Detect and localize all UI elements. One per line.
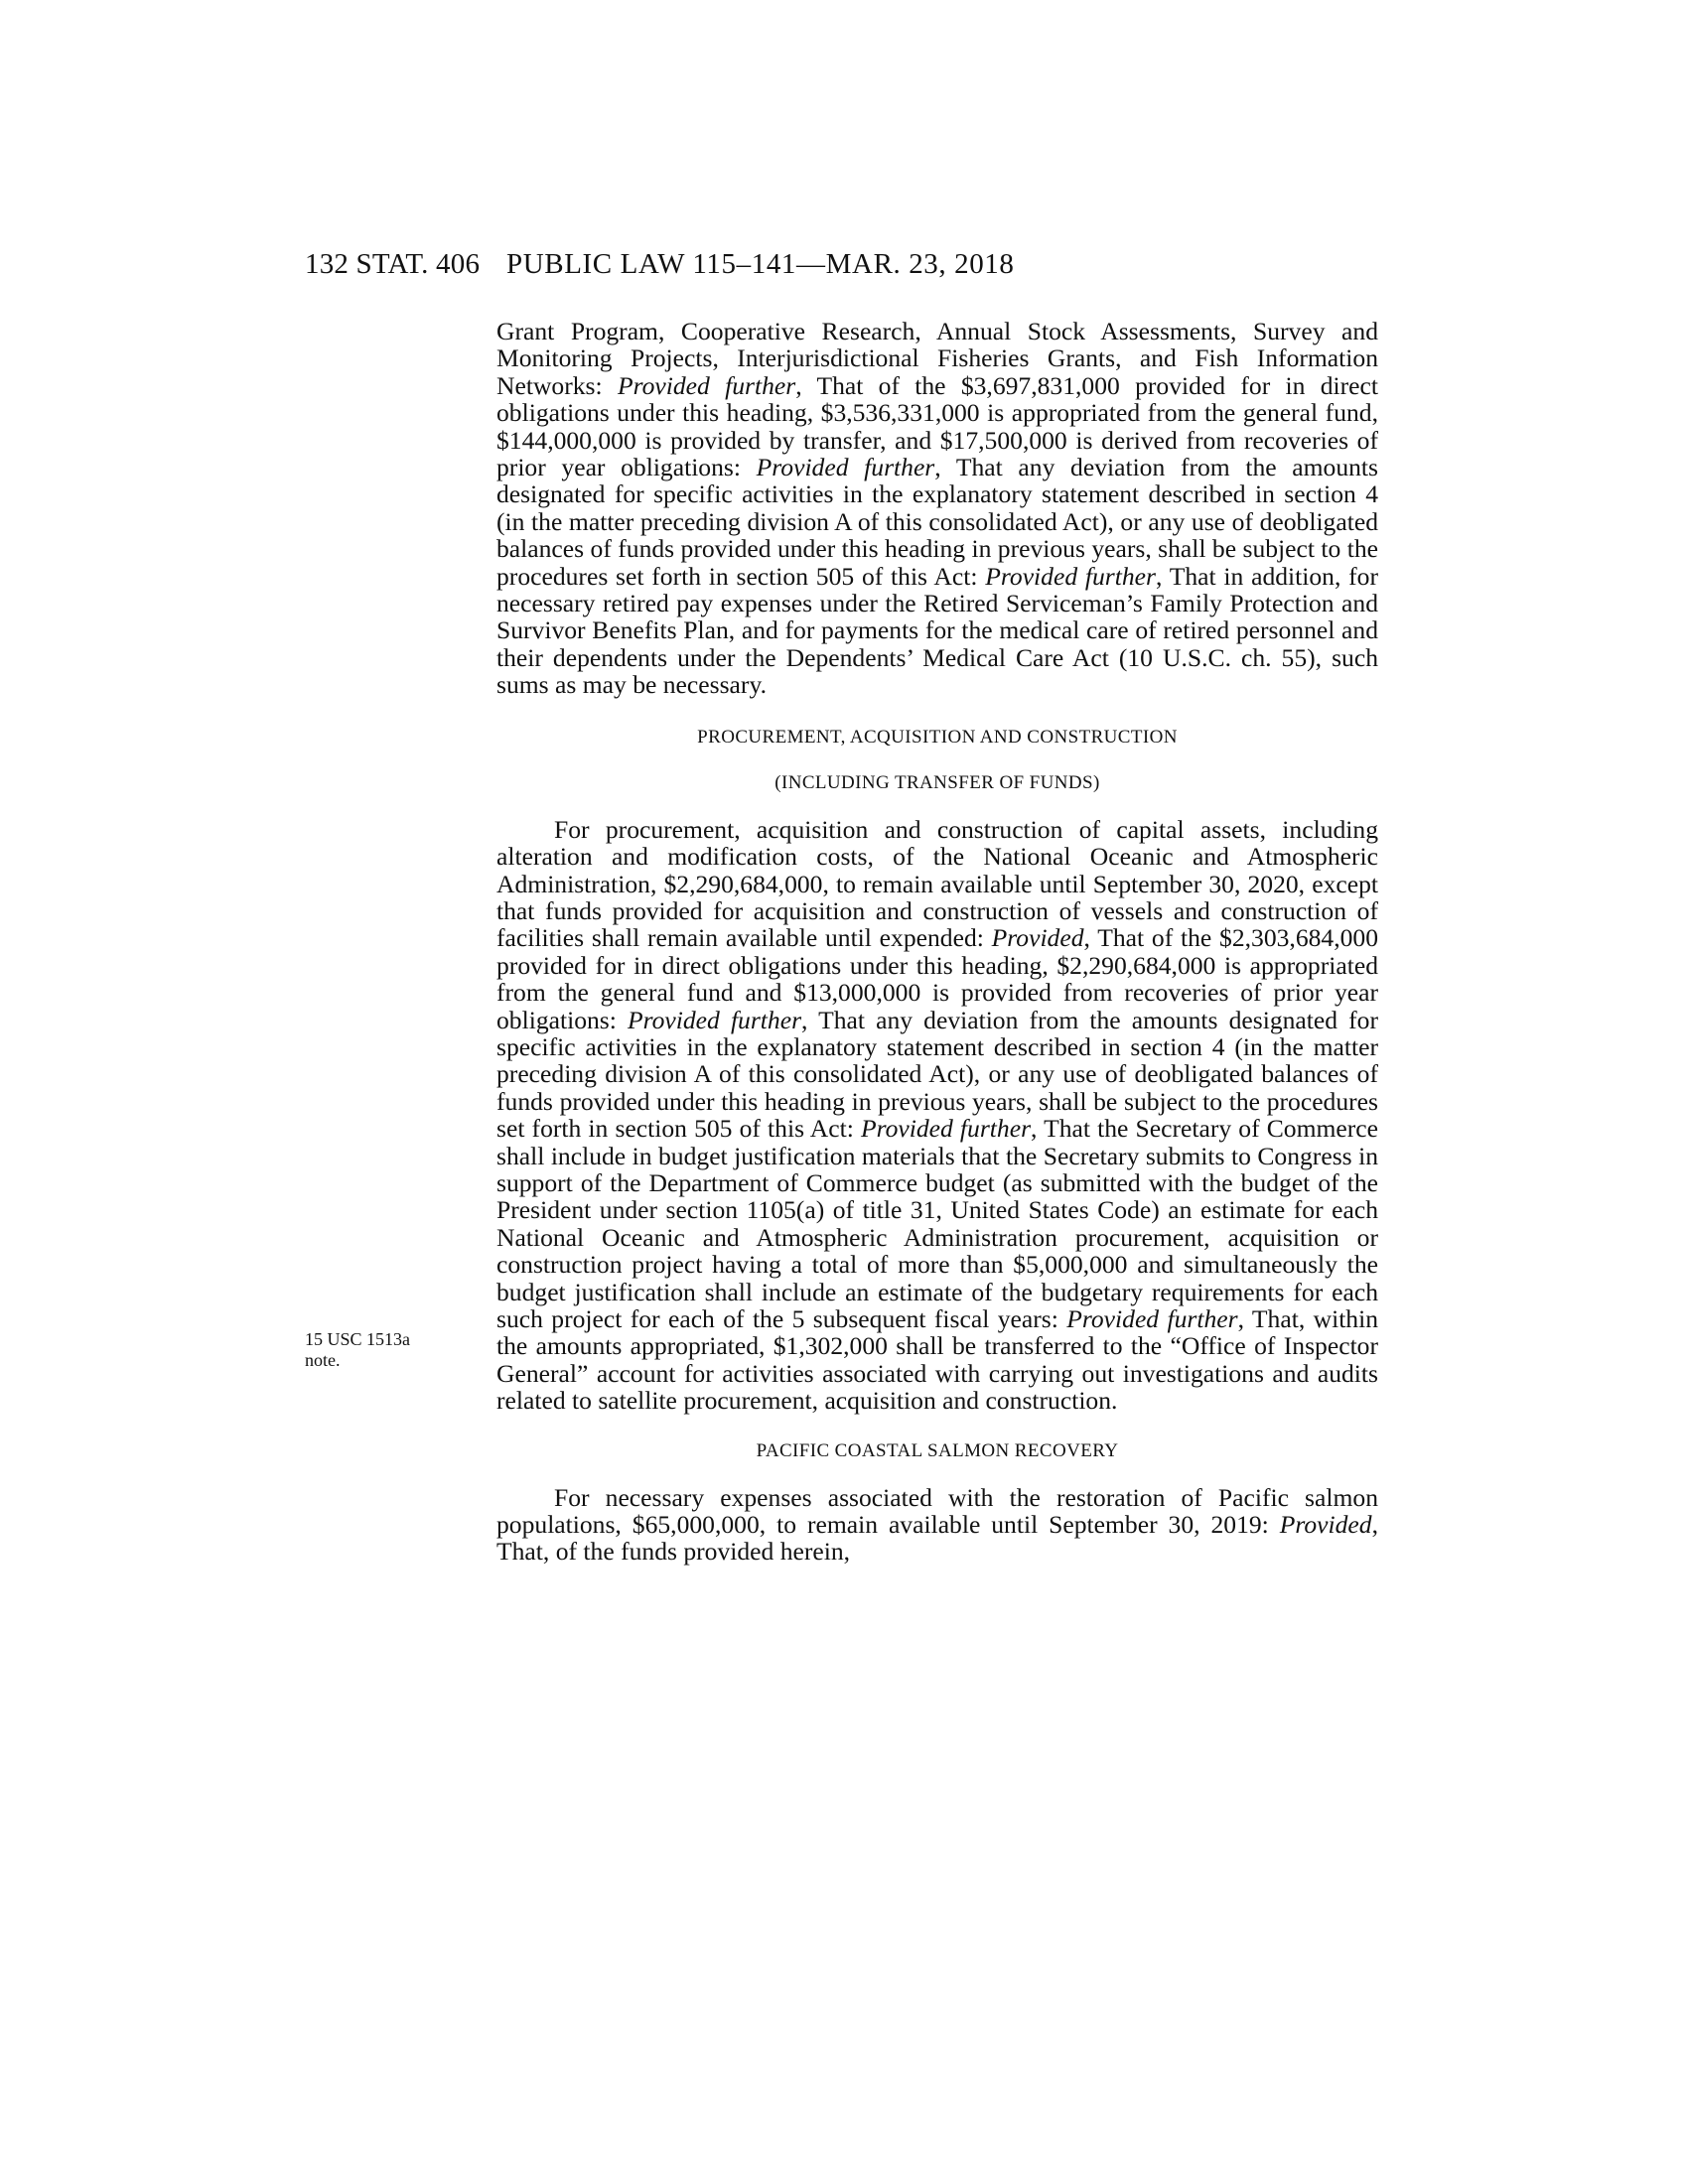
section-heading-procurement: PROCUREMENT, ACQUISITION AND CONSTRUCTION	[697, 726, 1178, 748]
text-run: , That, of the funds provided herein,	[496, 1510, 1378, 1567]
italic-run: Provided further	[860, 1114, 1032, 1144]
italic-run: Provided	[991, 923, 1084, 953]
procurement-paragraph	[496, 816, 1378, 1415]
text-run: , That in addition, for necessary retired pay expenses under the Retired Serviceman’s Family Protection and Survivor Benefits Plan, and for payments for the medical care of retired personnel and their dependents under the Dependents’ Medical Care Act (10 U.S.C. ch. 55), such sums as may be necessary.	[496, 561, 1378, 700]
law-title: PUBLIC LAW 115–141—MAR. 23, 2018	[506, 248, 1015, 280]
italic-run: Provided	[1279, 1510, 1372, 1540]
section-heading-salmon: PACIFIC COASTAL SALMON RECOVERY	[756, 1439, 1119, 1461]
continued-paragraph	[496, 318, 1378, 699]
page-header	[0, 248, 1688, 288]
text-run: , That any deviation from the amounts designated for specific activities in the explanatory statement described in section 4 (in the matter preceding division A of this consolidated Act), or any use of deobligated balances of funds provided under this heading in previous years, shall be subject to the procedures set forth in section 505 of this Act:	[496, 453, 1379, 591]
italic-run: Provided further	[756, 453, 935, 482]
margin-note	[305, 1329, 454, 1371]
section-subheading-transfer: (INCLUDING TRANSFER OF FUNDS)	[774, 771, 1100, 793]
text-run: Grant Program, Cooperative Research, Annual Stock Assessments, Survey and Monitoring Projects, Interjurisdictional Fisheries Grants, and Fish Information Networks:	[496, 317, 1378, 400]
text-run: , That any deviation from the amounts designated for specific activities in the explanatory statement described in section 4 (in the matter preceding division A of this consolidated Act), or any use of deobligated balances of funds provided under this heading in previous years, shall be subject to the procedures set forth in section 505 of this Act:	[496, 1005, 1378, 1144]
stat-citation: 132 STAT. 406	[305, 248, 481, 280]
italic-run: Provided further	[1066, 1304, 1238, 1333]
margin-note-line: 15 USC 1513a	[305, 1329, 411, 1349]
text-run: For procurement, acquisition and construction of capital assets, including alteration and modification costs, of the National Oceanic and Atmospheric Administration, $2,290,684,000, to remain available until September 30, 2020, except that funds provided for acquisition and construction of vessels and construction of facilities shall remain available until expended:	[496, 814, 1378, 953]
text-run: , That the Secretary of Commerce shall include in budget justification materials that the Secretary submits to Congress in support of the Department of Commerce budget (as submitted with the budget of the President under section 1105(a) of title 31, United States Code) an estimate for each National Oceanic and Atmospheric Administration procurement, acquisition or construction project having a total of more than $5,000,000 and simultaneously the budget justification shall include an estimate of the budgetary requirements for each such project for each of the 5 subsequent fiscal years:	[496, 1114, 1378, 1333]
body-column	[496, 318, 1378, 1566]
text-run: , That of the $3,697,831,000 provided for in direct obligations under this heading, $3,536,331,000 is appropriated from the general fund, $144,000,000 is provided by transfer, and $17,500,000 is derived from recoveries of prior year obligations:	[496, 370, 1379, 482]
italic-run: Provided further	[617, 370, 796, 400]
text-run: , That, within the amounts appropriated, $1,302,000 shall be transferred to the “Office of Inspector General” account for activities associated with carrying out investigations and audits related to satellite procurement, acquisition and construction.	[496, 1304, 1379, 1416]
salmon-paragraph	[496, 1484, 1378, 1566]
text-run: , That of the $2,303,684,000 provided for in direct obligations under this heading, $2,290,684,000 is appropriated from the general fund and $13,000,000 is provided from recoveries of prior year obligations:	[496, 923, 1379, 1034]
margin-note-line: note.	[305, 1350, 341, 1370]
text-run: For necessary expenses associated with the restoration of Pacific salmon populations, $65,000,000, to remain available until September 30, 2019:	[496, 1482, 1378, 1540]
italic-run: Provided further	[985, 561, 1156, 591]
italic-run: Provided further	[627, 1005, 802, 1034]
